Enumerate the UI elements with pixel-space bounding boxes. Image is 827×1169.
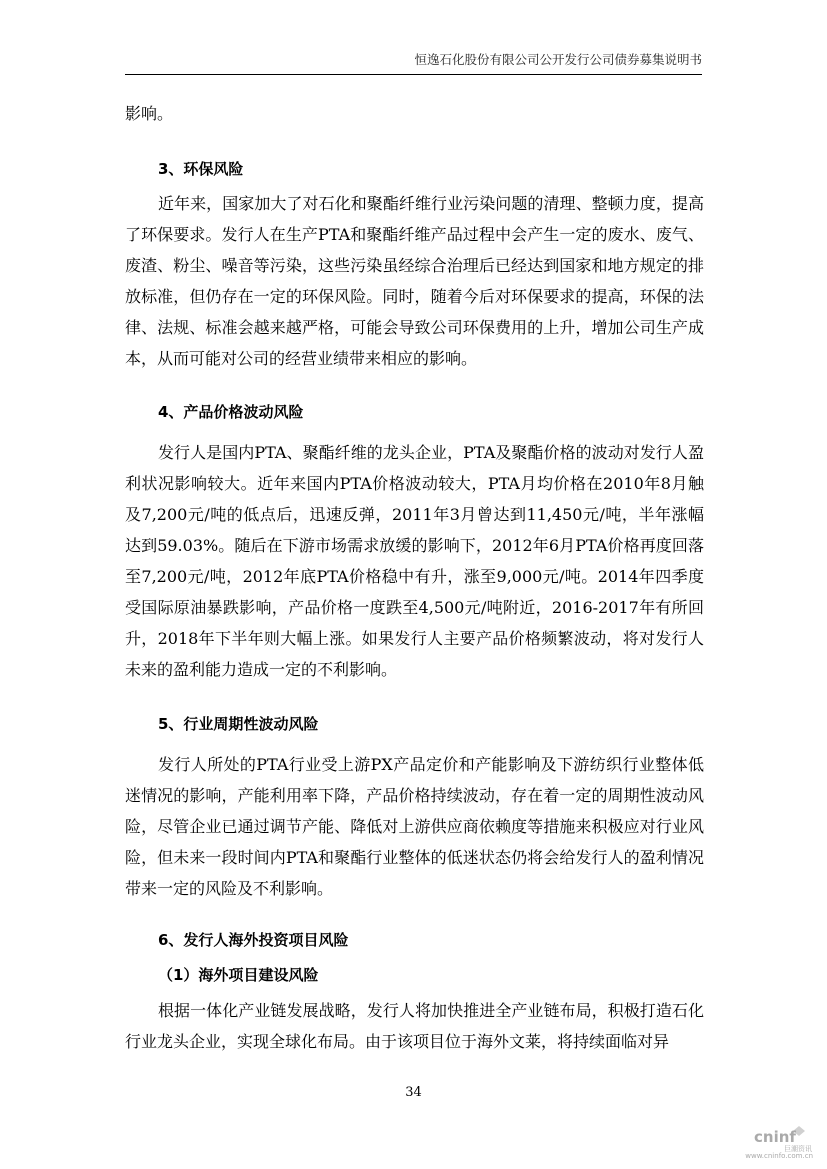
svg-text:巨潮资讯: 巨潮资讯 — [784, 1145, 812, 1153]
section-heading: 6、发行人海外投资项目风险 — [158, 931, 349, 949]
cninfo-logo — [735, 1125, 815, 1159]
body-paragraph: 发行人是国内PTA、聚酯纤维的龙头企业，PTA及聚酯价格的波动对发行人盈利状况影响较大。近年来国内PTA价格波动较大，PTA月均价格在2010年8月触及7,200元/吨的低点后，迅速反弹，2011年3月曾达到11,450元/吨，半年涨幅达到59.03%。随后在下游市场需求放缓的影响下，2012年6月PTA价格再度回落至7,200元/吨，2012年底PTA价格稳中有升，涨至9,000元/吨。2014年四季度受国际原油暴跌影响，产品价格一度跌至4,500元/吨附近，2016-2017年有所回升，2018年下半年则大幅上涨。如果发行人主要产品价格频繁波动，将对发行人未来的盈利能力造成一定的不利影响。 — [125, 443, 704, 679]
svg-text:www.cninfo.com.cn: www.cninfo.com.cn — [745, 1152, 813, 1159]
page-number: 34 — [405, 1085, 422, 1100]
page-header-title: 恒逸石化股份有限公司公开发行公司债券募集说明书 — [414, 52, 702, 67]
header-rule — [125, 74, 702, 75]
body-paragraph: 影响。 — [125, 104, 174, 123]
section-heading: 4、产品价格波动风险 — [158, 403, 304, 421]
section-heading: 5、行业周期性波动风险 — [158, 715, 319, 733]
body-paragraph: 根据一体化产业链发展战略，发行人将加快推进全产业链布局，积极打造石化行业龙头企业，实现全球化布局。由于该项目位于海外文莱，将持续面临对异 — [125, 1001, 704, 1051]
section-heading: （1）海外项目建设风险 — [158, 966, 319, 984]
section-heading: 3、环保风险 — [158, 160, 244, 178]
svg-text:cninf: cninf — [754, 1128, 796, 1146]
body-paragraph: 发行人所处的PTA行业受上游PX产品定价和产能影响及下游纺织行业整体低迷情况的影响，产能利用率下降，产品价格持续波动，存在着一定的周期性波动风险，尽管企业已通过调节产能、降低对上游供应商依赖度等措施来积极应对行业风险，但未来一段时间内PTA和聚酯行业整体的低迷状态仍将会给发行人的盈利情况带来一定的风险及不利影响。 — [125, 755, 704, 898]
body-paragraph: 近年来，国家加大了对石化和聚酯纤维行业污染问题的清理、整顿力度，提高了环保要求。发行人在生产PTA和聚酯纤维产品过程中会产生一定的废水、废气、废渣、粉尘、噪音等污染，这些污染虽经综合治理后已经达到国家和地方规定的排放标准，但仍存在一定的环保风险。同时，随着今后对环保要求的提高，环保的法律、法规、标准会越来越严格，可能会导致公司环保费用的上升，增加公司生产成本，从而可能对公司的经营业绩带来相应的影响。 — [125, 194, 704, 368]
